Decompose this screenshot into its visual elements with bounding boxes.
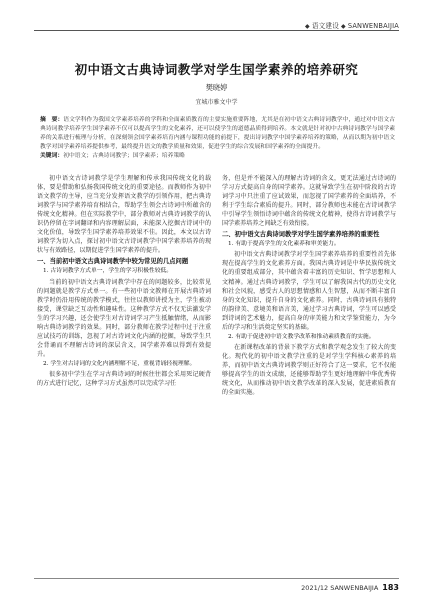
header-journal: SANWENBAIJIA — [347, 22, 399, 30]
subsection-heading: 1. 有助于提高学生的文化素养和审美能力。 — [228, 241, 340, 248]
footer-issue: 2021/12 SANWENBAIJIA — [301, 584, 379, 592]
running-header — [0, 20, 427, 30]
section-heading: 二、初中语文古典诗词教学对学生国学素养培养的重要性 — [222, 231, 380, 239]
body-paragraph: 务，但是并不能深入的理解古诗词的含义，更无法通过古诗词的学习方式提高自身的国学素养。这就导致学生在初中阶段的古诗词学习中只注重了应试效果，而忽视了国学素养的全面培养，不利于学生综合素质的提升。同时，部分教师也未能在古诗词教学中引导学生领悟诗词中蕴含的传统文化精神，使得古诗词教学与国学素养培养之间缺乏有效衔接。 — [222, 175, 396, 228]
abstract-text: 语文学科作为我国文学素养培养的学科和全面素质教育的主要实施重要阵地，尤其是在初中语文古典诗词教学中，通过对中语文古典诗词教学培养学生国学素养不仅可以提高学生的文化素养，还可以使学生的道德品质得到培养。本文就是针对初中古典诗词教学与国学素养的关系进行梳理与分析，在深刻领会国学素养培育内涵与课程功能的前提下，提出诗词教学中国学素养培养的策略，从而以期为初中语文教学对国学素养培养提供参考，最终提升语文的教学质量和效果，促进学生的综合发展和国学素养的全面提升。 — [40, 117, 395, 151]
abstract-paragraph — [40, 116, 395, 152]
header-section: 语文建设 — [311, 22, 340, 30]
header-divider — [34, 30, 399, 31]
subsection-heading: 1. 古诗词教学方式单一，学生的学习积极性较低。 — [43, 268, 173, 275]
abstract-block — [40, 116, 395, 161]
left-column — [37, 174, 211, 388]
body-paragraph: 当前的初中语文古典诗词教学中存在的问题较多，比较常见的问题就是教学方式单一。有一些初中语文教师在开展古典诗词教学时仍沿用传统的教学模式，往往以教师讲授为主，学生被动接受，课堂缺乏互动性和趣味性。这种教学方式不仅无法激发学生的学习兴趣，还会使学生对古诗词学习产生抵触情绪，从而影响古典诗词教学的效果。同时，部分教师在教学过程中过于注重应试技巧的训练，忽视了对古诗词文化内涵的挖掘，导致学生只会背诵而不理解古诗词的深层含义，国学素养难以得到有效提升。 — [37, 278, 211, 358]
section-heading: 一、当前初中语文古典诗词教学中较为常见的几点问题 — [37, 258, 189, 266]
keywords-text: 初中语文；古典诗词教学；国学素养；培养策略 — [63, 153, 185, 160]
page-footer — [301, 583, 399, 592]
keywords-line — [40, 152, 395, 161]
diamond-icon: ◆ — [305, 23, 310, 30]
author-name: 樊晓婷 — [205, 83, 228, 92]
right-column — [222, 174, 396, 397]
keywords-label: 关键词： — [40, 153, 64, 160]
body-paragraph: 在新课程改革的背景下教学方式和教学观念发生了较大的变化。现代化的初中语文教学注重的是对学生学科核心素养的培养，而初中语文古典诗词教学则正好符合了这一要求，它不仅能够提高学生的语文成绩，还能够帮助学生更好地理解中华优秀传统文化，从而推动初中语文教学改革的深入发展，促进素质教育的全面实施。 — [222, 343, 396, 397]
body-paragraph: 初中语文古典诗词教学对学生国学素养培养的重要性首先体现在提高学生的文化素养方面。我国古典诗词是中华民族传统文化的重要组成部分，其中蕴含着丰富的历史知识、哲学思想和人文精神。通过古典诗词教学，学生可以了解我国古代的历史文化和社会风貌，感受古人的思想情感和人生智慧，从而不断丰富自身的文化知识，提升自身的文化素养。同时，古典诗词具有独特的韵律美、意境美和语言美，通过学习古典诗词，学生可以感受到诗词的艺术魅力，提高自身的审美能力和文学鉴赏能力，为今后的学习和生活奠定坚实的基础。 — [222, 251, 396, 331]
subsection-heading: 2. 有助于促进初中语文教学改革和推动素质教育的实施。 — [228, 333, 375, 340]
body-paragraph: 很多初中学生在学习古典诗词的时候往往都会采用死记硬背的方式进行记忆，这种学习方式虽然可以完成学习任 — [37, 370, 211, 388]
page-number: 183 — [382, 583, 399, 592]
footer-divider — [34, 578, 399, 579]
body-paragraph: 初中语文古诗词教学是学生理解和传承我国传统文化的载体，要是借助和弘扬我国传统文化的重要途径。而教师作为初中语文教学的主导，应当充分发挥语文教学的引领作用，把古典诗词教学与国学素养培育相结合，帮助学生领会古诗词中所蕴含的传统文化精神。但在实际教学中，部分教师对古典诗词教学的认识仍停留在字词翻译和内容理解层面，未能深入挖掘古诗词中的文化价值，导致学生国学素养培养效果不佳。因此，本文以古诗词教学为切入点，探讨初中语文古诗词教学中国学素养培养的现状与有效路径，以期促进学生国学素养的提升。 — [37, 175, 211, 255]
diamond-icon: ◆ — [341, 23, 346, 30]
subsection-heading: 2. 学生对古诗词的文化内涵理解不足，重视背诵轻视理解。 — [43, 360, 196, 367]
author-affiliation: 宜城市雅文中学 — [195, 99, 238, 106]
abstract-label: 摘 要： — [40, 117, 64, 123]
article-title: 初中语文古典诗词教学对学生国学素养的培养研究 — [74, 62, 359, 77]
